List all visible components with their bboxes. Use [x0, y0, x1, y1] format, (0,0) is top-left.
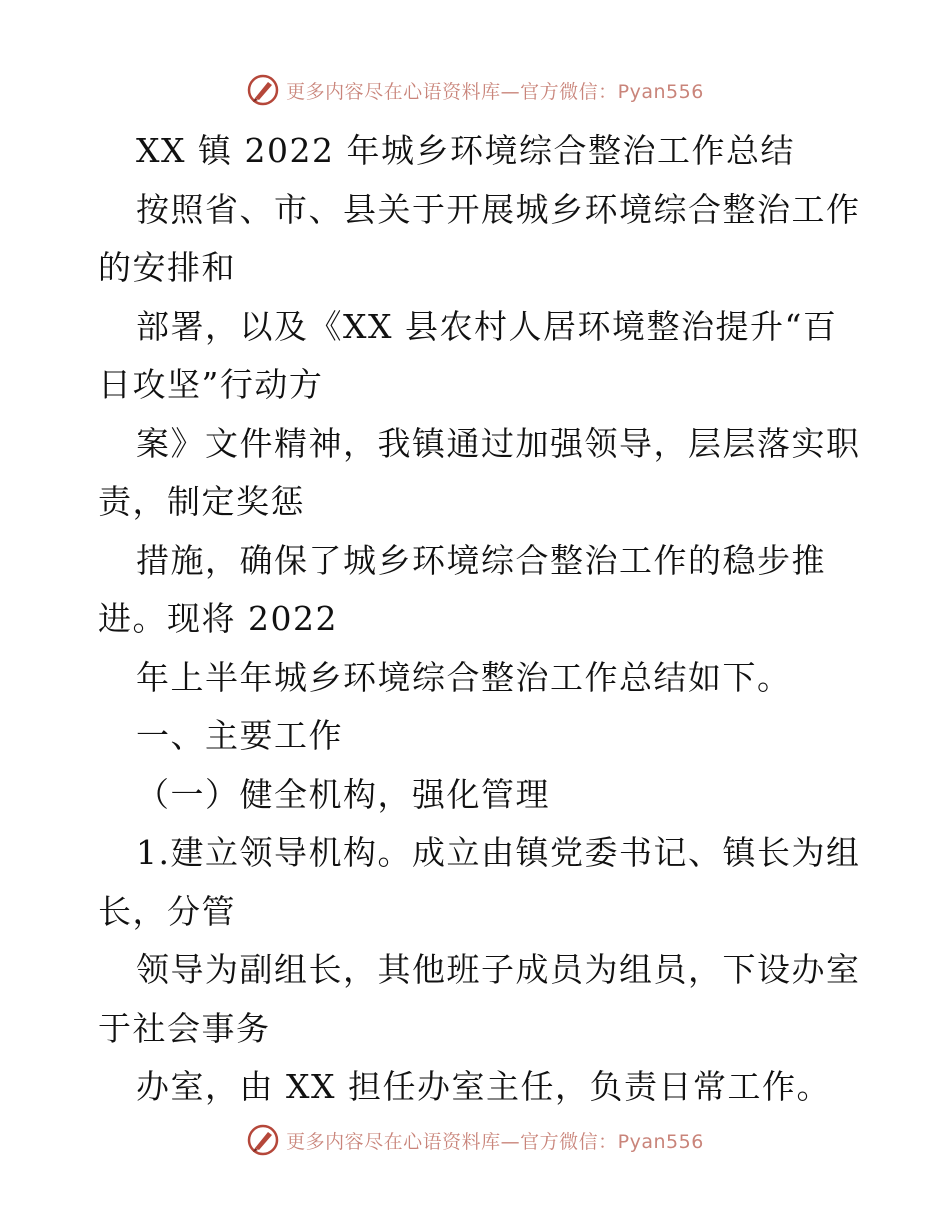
- doc-line: 年上半年城乡环境综合整治工作总结如下。: [136, 657, 792, 697]
- watermark-header: [0, 70, 950, 110]
- doc-line: 领导为副组长，其他班子成员为组员，下设办室: [136, 950, 861, 989]
- doc-line: 的安排和: [98, 248, 236, 287]
- watermark-footer: [0, 1120, 950, 1160]
- doc-line: 长，分管: [98, 891, 236, 931]
- doc-line: 办室，由 XX 担任办室主任，负责日常工作。: [136, 1067, 831, 1106]
- doc-title: XX 镇 2022 年城乡环境综合整治工作总结: [136, 131, 795, 170]
- doc-line: 责，制定奖惩: [98, 482, 305, 521]
- pen-seal-icon: [246, 73, 280, 107]
- doc-line: 部署，以及《XX 县农村人居环境整治提升“百: [136, 306, 838, 346]
- doc-line: 案》文件精神，我镇通过加强领导，层层落实职: [136, 423, 861, 463]
- doc-line: 进。现将 2022: [98, 599, 338, 638]
- doc-line: 于社会事务: [98, 1008, 271, 1048]
- watermark-text: 更多内容尽在心语资料库—官方微信：Pyan556: [286, 1130, 704, 1153]
- watermark-text: 更多内容尽在心语资料库—官方微信：Pyan556: [286, 80, 704, 103]
- document-body: [98, 122, 861, 1117]
- doc-line: 措施，确保了城乡环境综合整治工作的稳步推: [136, 540, 826, 580]
- doc-line: 1.建立领导机构。成立由镇党委书记、镇长为组: [136, 833, 861, 872]
- section-heading: 一、主要工作: [136, 716, 343, 755]
- doc-line: 按照省、市、县关于开展城乡环境综合整治工作: [136, 189, 861, 229]
- pen-seal-icon: [246, 1123, 280, 1157]
- doc-line: 日攻坚”行动方: [98, 365, 324, 404]
- subsection-heading: （一）健全机构，强化管理: [136, 774, 550, 814]
